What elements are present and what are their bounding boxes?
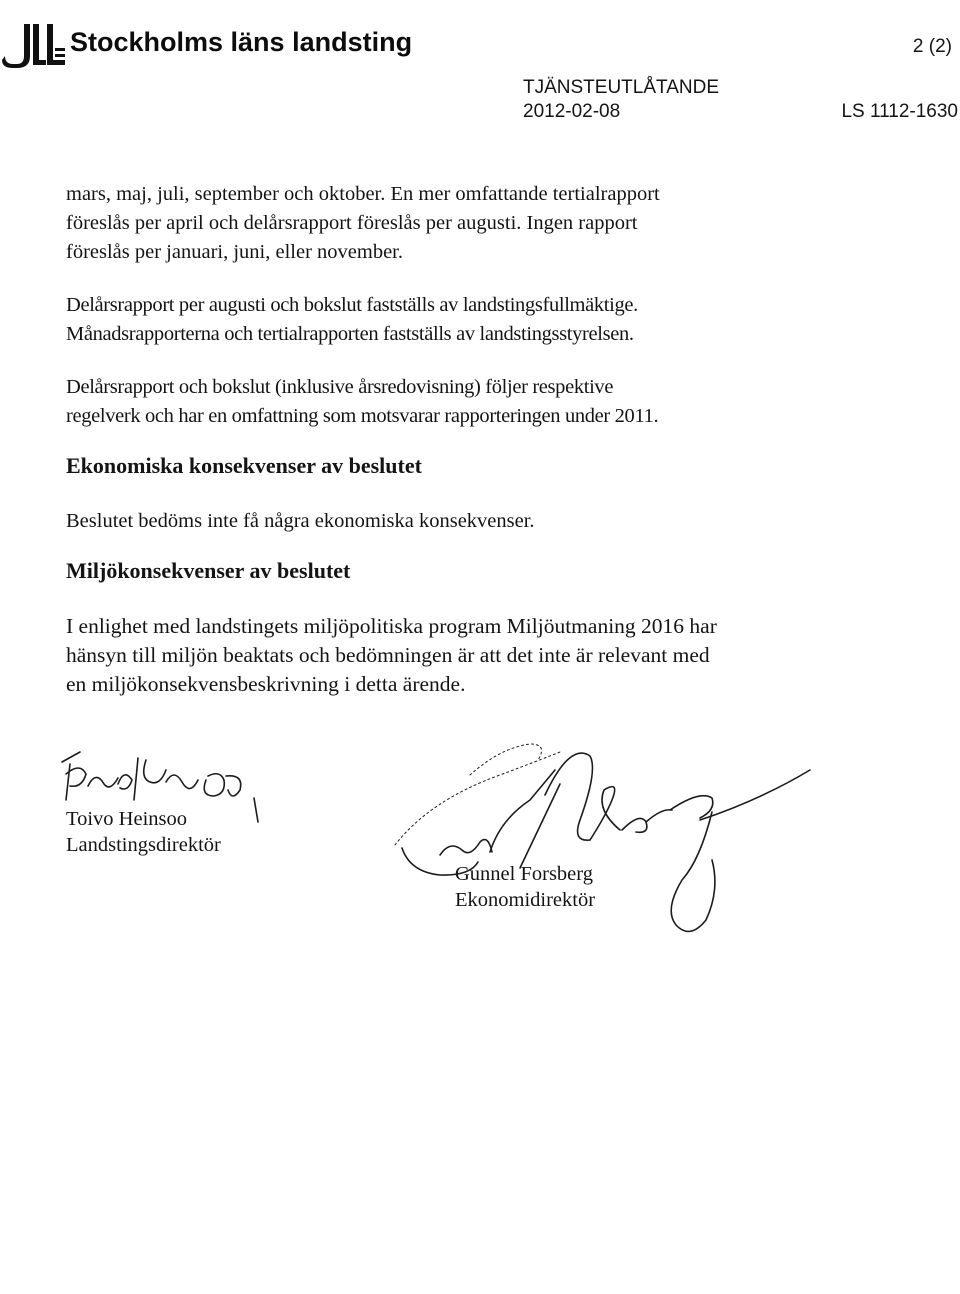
text-line: Delårsrapport per augusti och bokslut fastställs av landstingsfullmäktige. (66, 294, 638, 316)
organization-name: Stockholms läns landsting (70, 27, 413, 57)
text-line: Beslutet bedöms inte få några ekonomiska konsekvenser. (66, 510, 535, 532)
text-line: regelverk och har en omfattning som motsvarar rapporteringen under 2011. (66, 405, 659, 427)
paragraph-environmental-consequences (66, 612, 806, 699)
text-line: hänsyn till miljön beaktats och bedömningen är att det inte är relevant med (66, 643, 710, 667)
signer-name: Toivo Heinsoo (66, 808, 187, 830)
text-line: föreslås per januari, juni, eller november. (66, 241, 403, 263)
text-line: Månadsrapporterna och tertialrapporten fastställs av landstingsstyrelsen. (66, 323, 634, 345)
signer-title: Ekonomidirektör (455, 889, 596, 911)
document-reference: LS 1112-1630 (841, 101, 958, 122)
heading-environmental-consequences: Miljökonsekvenser av beslutet (66, 558, 351, 583)
sll-logo-icon (2, 20, 66, 68)
text-line: en miljökonsekvensbeskrivning i detta ärende. (66, 672, 466, 696)
document-type: TJÄNSTEUTLÅTANDE (523, 77, 720, 98)
text-line: Delårsrapport och bokslut (inklusive årsredovisning) följer respektive (66, 376, 614, 398)
heading-economic-consequences: Ekonomiska konsekvenser av beslutet (66, 453, 422, 478)
signer-name: Gunnel Forsberg (455, 863, 593, 885)
page-number: 2 (2) (912, 36, 952, 57)
text-line: mars, maj, juli, september och oktober. En mer omfattande tertialrapport (66, 183, 660, 205)
signer-title: Landstingsdirektör (66, 834, 221, 856)
paragraph-regulations (66, 373, 806, 431)
text-line: I enlighet med landstingets miljöpolitiska program Miljöutmaning 2016 har (66, 614, 717, 638)
paragraph-report-schedule (66, 180, 806, 267)
paragraph-economic-consequences (66, 507, 806, 536)
paragraph-approval (66, 291, 806, 349)
text-line: föreslås per april och delårsrapport föreslås per augusti. Ingen rapport (66, 212, 638, 234)
document-date: 2012-02-08 (523, 101, 621, 122)
